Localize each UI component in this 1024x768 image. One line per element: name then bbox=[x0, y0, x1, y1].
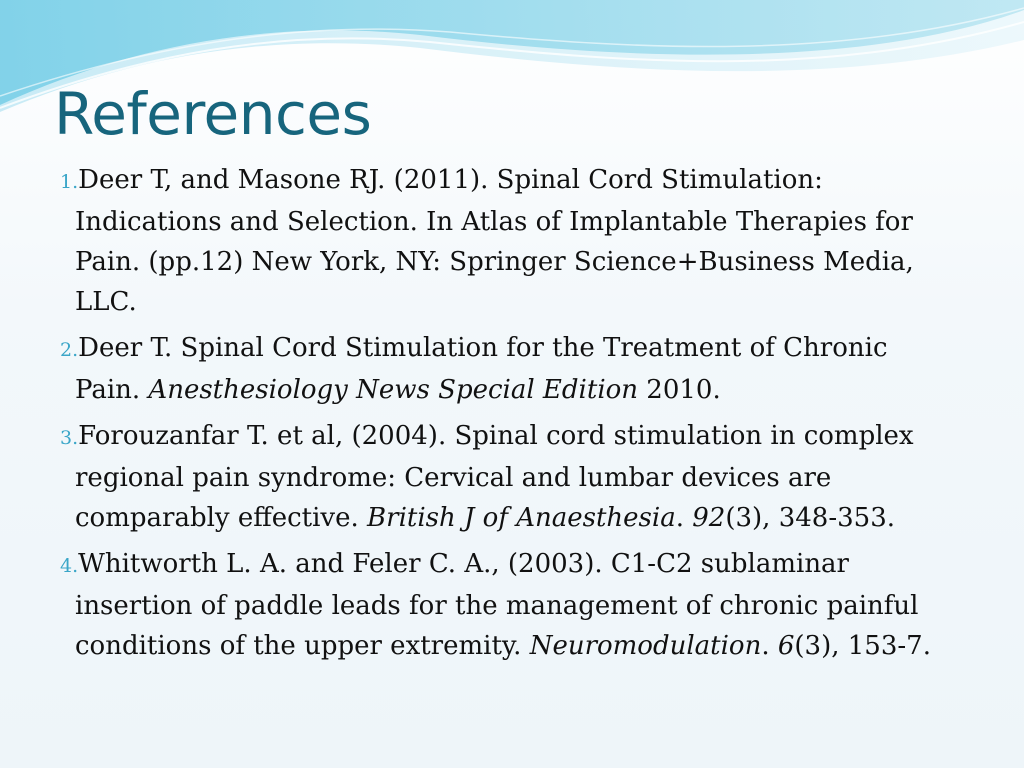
reference-italic-text: British J of Anaesthesia bbox=[367, 503, 676, 533]
reference-number: 2. bbox=[60, 339, 79, 361]
reference-number: 3. bbox=[60, 427, 79, 449]
reference-text: 2010. bbox=[638, 375, 721, 405]
reference-text: . bbox=[761, 631, 778, 661]
reference-text: (3), 348-353. bbox=[725, 503, 896, 533]
reference-text: Deer T. Spinal Cord Stimulation for the Treatment of Chronic Pain. bbox=[75, 333, 888, 405]
reference-text: Whitworth L. A. and Feler C. A., (2003). C1-C2 sublaminar insertion of paddle leads for the management of chronic painful conditions of the upper extremity. bbox=[75, 549, 919, 661]
reference-italic-text: 6 bbox=[777, 631, 795, 661]
reference-italic-text: Neuromodulation bbox=[529, 631, 762, 661]
reference-number: 1. bbox=[60, 171, 79, 193]
reference-item bbox=[60, 160, 960, 322]
reference-text: Forouzanfar T. et al, (2004). Spinal cord stimulation in complex regional pain syndrome: Cervical and lumbar devices are comparably effective. bbox=[75, 421, 914, 533]
reference-text: . bbox=[675, 503, 693, 533]
reference-italic-text: 92 bbox=[692, 503, 726, 533]
reference-item bbox=[60, 544, 960, 666]
reference-italic-text: Anesthesiology News Special Edition bbox=[148, 375, 639, 405]
reference-text: Deer T, and Masone RJ. (2011). Spinal Cord Stimulation: Indications and Selection. In Atlas of Implantable Therapies for Pain. (pp.12) New York, NY: Springer Science+Business Media, LLC. bbox=[75, 165, 914, 317]
reference-list bbox=[60, 160, 960, 672]
reference-number: 4. bbox=[60, 555, 79, 577]
reference-item bbox=[60, 416, 960, 538]
slide-title: References bbox=[54, 80, 372, 148]
reference-text: (3), 153-7. bbox=[794, 631, 931, 661]
reference-item bbox=[60, 328, 960, 410]
